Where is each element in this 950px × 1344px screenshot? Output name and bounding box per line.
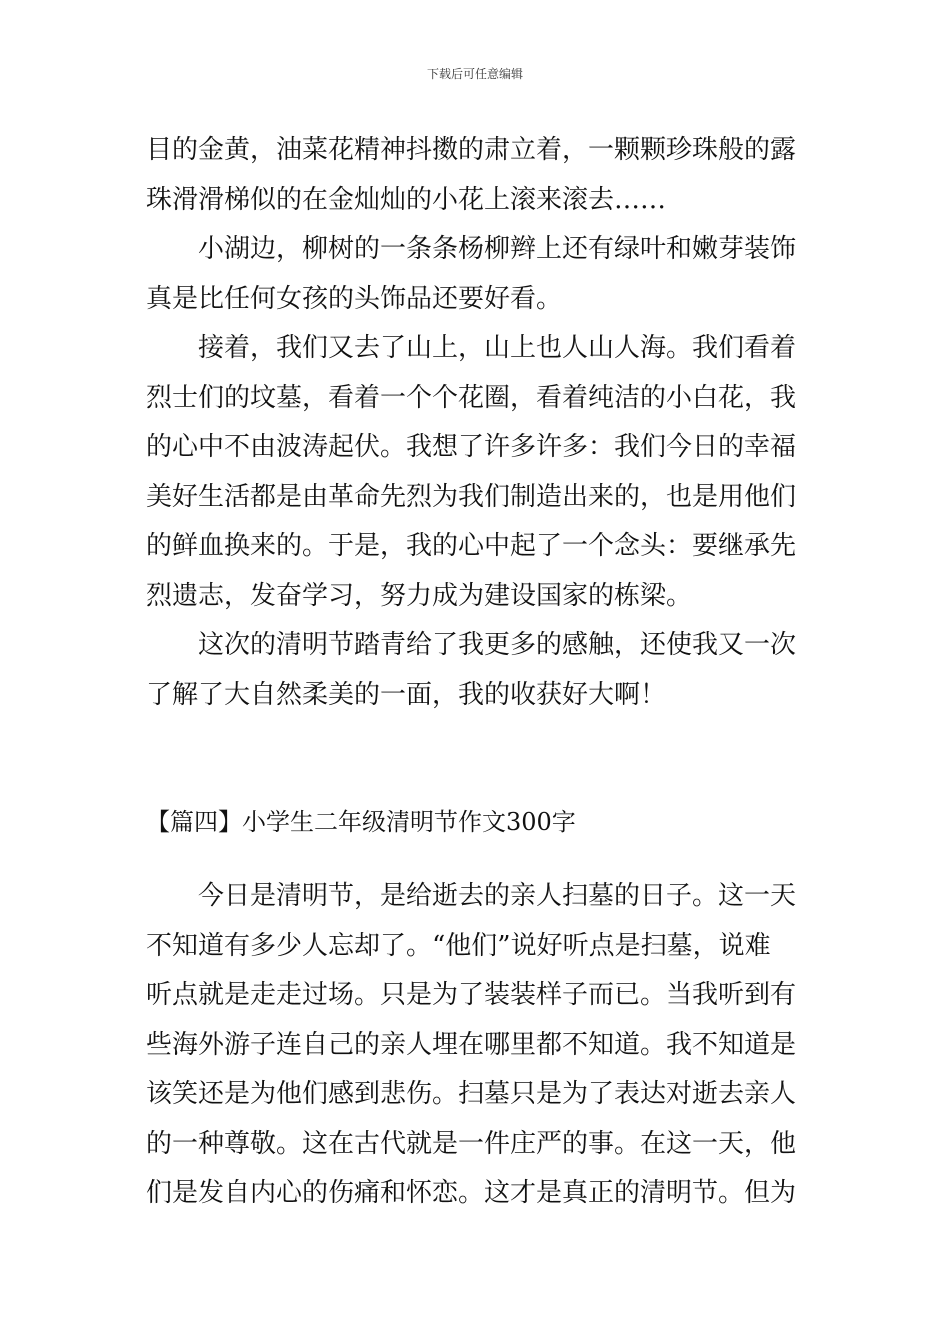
text-line: 不知道有多少人忘却了。“他们”说好听点是扫墓，说难: [146, 930, 771, 961]
text-line: 烈士们的坟墓，看着一个个花圈，看着纯洁的小白花，我: [146, 382, 797, 413]
text-line: 珠滑滑梯似的在金灿灿的小花上滚来滚去……: [146, 184, 667, 215]
text-line: 些海外游子连自己的亲人埋在哪里都不知道。我不知道是: [146, 1029, 797, 1060]
text-line: 接着，我们又去了山上，山上也人山人海。我们看着: [198, 333, 797, 363]
page-header-note: 下载后可任意编辑: [426, 67, 523, 81]
section-heading: 【篇四】小学生二年级清明节作文300字: [146, 808, 576, 836]
text-line: 烈遗志，发奋学习，努力成为建设国家的栋梁。: [146, 580, 693, 611]
text-line: 的一种尊敬。这在古代就是一件庄严的事。在这一天，他: [146, 1128, 797, 1159]
text-line: 目的金黄，油菜花精神抖擞的肃立着，一颗颗珍珠般的露: [146, 135, 797, 165]
text-line: 们是发自内心的伤痛和怀恋。这才是真正的清明节。但为: [146, 1178, 797, 1208]
text-line: 的心中不由波涛起伏。我想了许多许多：我们今日的幸福: [146, 432, 797, 462]
text-line: 听点就是走走过场。只是为了装装样子而已。当我听到有: [146, 980, 797, 1010]
text-line: 了解了大自然柔美的一面，我的收获好大啊！: [146, 679, 667, 710]
text-line: 该笑还是为他们感到悲伤。扫墓只是为了表达对逝去亲人: [146, 1079, 797, 1109]
text-line: 美好生活都是由革命先烈为我们制造出来的，也是用他们: [146, 481, 797, 512]
text-line: 的鲜血换来的。于是，我的心中起了一个念头：要继承先: [146, 531, 797, 561]
text-line: 今日是清明节，是给逝去的亲人扫墓的日子。这一天: [198, 881, 797, 911]
essay-section-top: [146, 126, 811, 720]
text-line: 这次的清明节踏青给了我更多的感触，还使我又一次: [198, 630, 797, 660]
text-line: 真是比任何女孩的头饰品还要好看。: [146, 283, 563, 314]
text-line: 小湖边，柳树的一条条杨柳辫上还有绿叶和嫩芽装饰: [198, 234, 797, 264]
essay-section-bottom: [146, 872, 811, 1219]
